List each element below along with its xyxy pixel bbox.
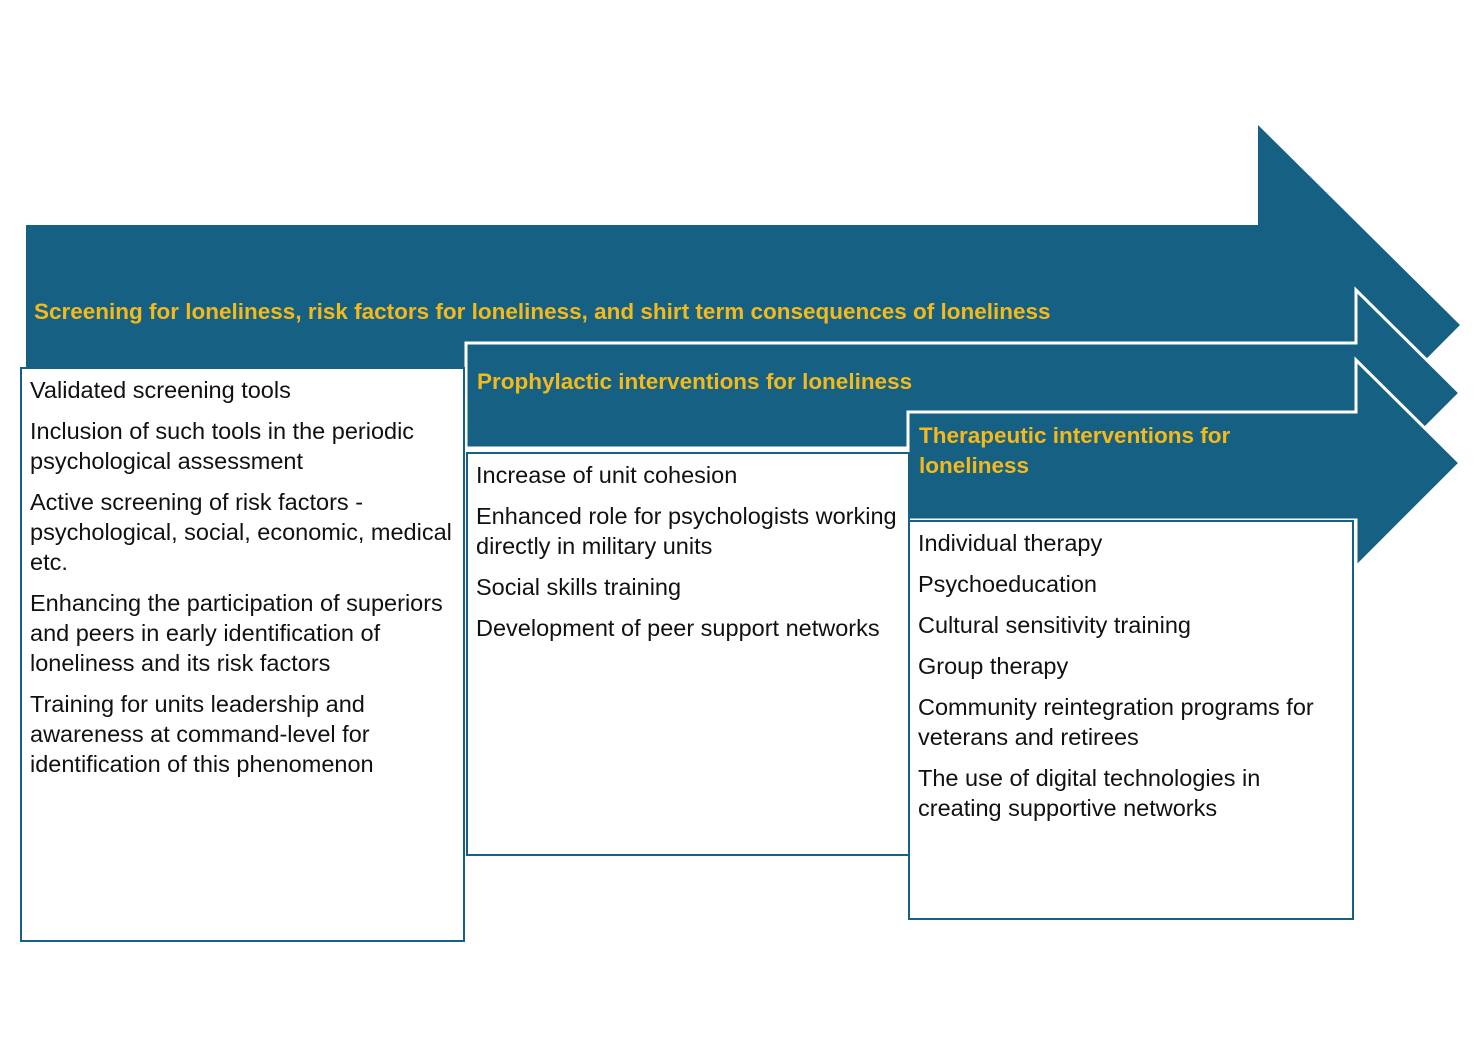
list-item: Development of peer support networks <box>476 615 880 641</box>
list-item: Validated screening tools <box>30 377 291 403</box>
list-item: Increase of unit cohesion <box>476 462 738 488</box>
list-item: Group therapy <box>918 653 1069 679</box>
prophylactic-items-list <box>476 460 900 643</box>
list-item: The use of digital technologies in creating supportive networks <box>918 765 1261 821</box>
list-item: Social skills training <box>476 574 682 600</box>
list-item: Inclusion of such tools in the periodic psychological assessment <box>30 418 415 474</box>
screening-items-list <box>30 375 455 779</box>
prophylactic-stage-title: Prophylactic interventions for loneliness <box>477 369 913 394</box>
therapeutic-items-panel <box>908 520 1354 920</box>
list-item: Community reintegration programs for veterans and retirees <box>918 694 1314 750</box>
therapeutic-items-list <box>918 528 1344 823</box>
screening-stage-title: Screening for loneliness, risk factors for loneliness, and shirt term consequences of loneliness <box>34 299 1051 324</box>
prophylactic-items-panel <box>466 452 910 856</box>
list-item: Individual therapy <box>918 530 1103 556</box>
list-item: Enhancing the participation of superiors and peers in early identification of loneliness and its risk factors <box>30 590 443 676</box>
list-item: Psychoeducation <box>918 571 1097 597</box>
list-item: Active screening of risk factors - psychological, social, economic, medical etc. <box>30 489 452 575</box>
list-item: Training for units leadership and awareness at command-level for identification of this phenomenon <box>30 691 374 777</box>
screening-items-panel <box>20 367 465 942</box>
list-item: Enhanced role for psychologists working directly in military units <box>476 503 897 559</box>
list-item: Cultural sensitivity training <box>918 612 1191 638</box>
therapeutic-stage-title: Therapeutic interventions for loneliness <box>919 423 1231 478</box>
